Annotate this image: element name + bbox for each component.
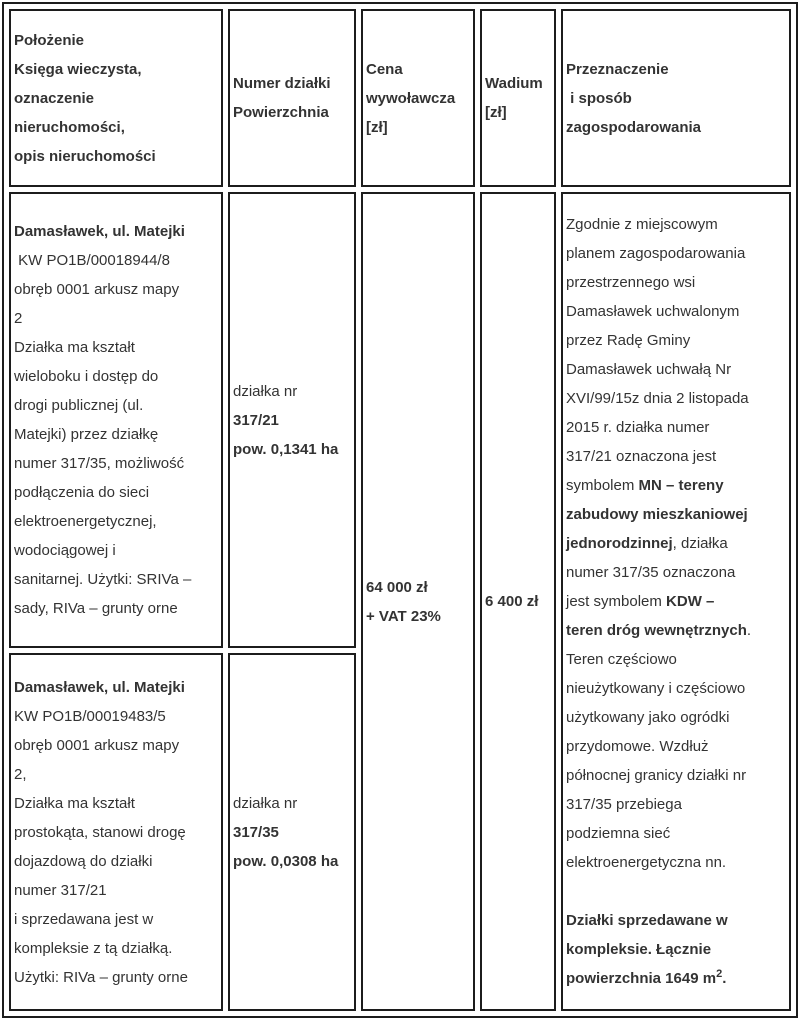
cell-row1-location-description — [9, 192, 223, 648]
text-line: kompleksie z tą działką. — [14, 939, 173, 957]
text-line: podziemna sieć — [566, 825, 671, 842]
text-line: przez Radę Gminy — [566, 332, 691, 349]
text-line: Położenie — [14, 31, 85, 49]
text-line: Teren częściowo — [566, 651, 677, 668]
text-line: 2, — [14, 765, 27, 783]
cell-row1-parcel-number-area — [228, 192, 356, 648]
text-line: Zgodnie z miejscowym — [566, 216, 718, 233]
text-line: przydomowe. Wzdłuż — [566, 738, 709, 755]
cell-starting-price — [361, 192, 475, 1011]
header-row — [9, 9, 791, 187]
text-line: i sprzedawana jest w — [14, 910, 154, 928]
header-cell-numer-dzialki — [228, 9, 356, 187]
text-line — [566, 877, 786, 906]
text-line: wodociągowej i — [14, 542, 116, 559]
text-line: 317/35 — [233, 823, 279, 841]
text-line: XVI/99/15z dnia 2 listopada — [566, 390, 749, 407]
text-line: sanitarnej. Użytki: SRIVa – — [14, 571, 192, 588]
text-line: podłączenia do sieci — [14, 484, 150, 501]
text-line: wieloboku i dostęp do — [14, 368, 159, 385]
text-line: KW PO1B/00018944/8 — [14, 252, 170, 269]
text-line: numer 317/35, możliwość — [14, 455, 185, 472]
text-line: opis nieruchomości — [14, 147, 156, 165]
text-line: obręb 0001 arkusz mapy — [14, 281, 180, 298]
header-cell-cena-wywolawcza — [361, 9, 475, 187]
text-line: oznaczenie — [14, 89, 95, 107]
text-line: [zł] — [366, 118, 388, 136]
text-line: 317/35 przebiega — [566, 796, 682, 813]
text-line: obręb 0001 arkusz mapy — [14, 736, 180, 754]
text-line: zabudowy mieszkaniowej — [566, 506, 748, 523]
text-line: zagospodarowania — [566, 118, 702, 136]
text-line: Damasławek, ul. Matejki — [14, 223, 185, 240]
table-row — [9, 192, 791, 648]
cell-deposit — [480, 192, 556, 1011]
text-line: Działki sprzedawane w — [566, 912, 728, 929]
cell-zoning-description — [561, 192, 791, 1011]
text-line: działka nr — [233, 794, 298, 812]
text-line: Cena — [366, 60, 403, 78]
text-line: elektroenergetycznej, — [14, 513, 157, 530]
text-line: prostokąta, stanowi drogę — [14, 823, 186, 841]
text-line: elektroenergetyczna nn. — [566, 854, 727, 871]
text-line: przestrzennego wsi — [566, 274, 696, 291]
header-cell-wadium — [480, 9, 556, 187]
text-line: 64 000 zł — [366, 578, 428, 596]
cell-row2-parcel-number-area — [228, 653, 356, 1011]
text-line: Działka ma kształt — [14, 339, 135, 356]
text-line: powierzchnia 1649 $m^2$. — [566, 968, 727, 987]
text-line: numer 317/21 — [14, 881, 107, 899]
text-line: Damasławek, ul. Matejki — [14, 678, 185, 696]
text-line: dojazdową do działki — [14, 852, 153, 870]
text-line: pow. 0,0308 ha — [233, 852, 339, 870]
text-line: kompleksie. Łącznie — [566, 941, 712, 958]
text-line: użytkowany jako ogródki — [566, 709, 730, 726]
text-line: Matejki) przez działkę — [14, 426, 159, 443]
text-line: 2 — [14, 310, 23, 327]
text-line: północnej granicy działki nr — [566, 767, 747, 784]
text-line: pow. 0,1341 ha — [233, 440, 339, 458]
text-line: nieużytkowany i częściowo — [566, 680, 746, 697]
text-line: 317/21 — [233, 411, 279, 429]
text-line: sady, RIVa – grunty orne — [14, 600, 178, 617]
text-line: Przeznaczenie — [566, 60, 669, 78]
header-cell-polozenie — [9, 9, 223, 187]
text-line: Użytki: RIVa – grunty orne — [14, 968, 188, 986]
text-line: Księga wieczysta, — [14, 60, 142, 78]
text-line: działka nr — [233, 382, 298, 400]
cell-row2-location-description — [9, 653, 223, 1011]
text-line: jednorodzinnej, działka — [566, 535, 728, 552]
text-line: wywoławcza — [366, 89, 456, 107]
text-line: drogi publicznej (ul. — [14, 397, 144, 414]
text-line: 2015 r. działka numer — [566, 419, 710, 436]
text-line: planem zagospodarowania — [566, 245, 746, 262]
text-line: 6 400 zł — [485, 593, 539, 610]
text-line: Damasławek uchwalonym — [566, 303, 740, 320]
text-line: numer 317/35 oznaczona — [566, 564, 736, 581]
text-line: teren dróg wewnętrznych. — [566, 622, 752, 639]
text-line: Numer działki — [233, 75, 331, 92]
text-line: Damasławek uchwałą Nr — [566, 361, 732, 378]
text-line: [zł] — [485, 104, 507, 121]
text-line: 317/21 oznaczona jest — [566, 448, 717, 465]
header-cell-przeznaczenie — [561, 9, 791, 187]
text-line: Powierzchnia — [233, 104, 329, 121]
text-line: i sposób — [566, 89, 632, 107]
text-line: symbolem MN – tereny — [566, 477, 724, 494]
text-line: + VAT 23% — [366, 607, 441, 625]
text-line: Działka ma kształt — [14, 794, 135, 812]
text-line: jest symbolem KDW – — [566, 593, 715, 610]
text-line: KW PO1B/00019483/5 — [14, 707, 166, 725]
text-line: nieruchomości, — [14, 118, 125, 136]
text-line: Wadium — [485, 75, 543, 92]
auction-table — [2, 2, 798, 1018]
